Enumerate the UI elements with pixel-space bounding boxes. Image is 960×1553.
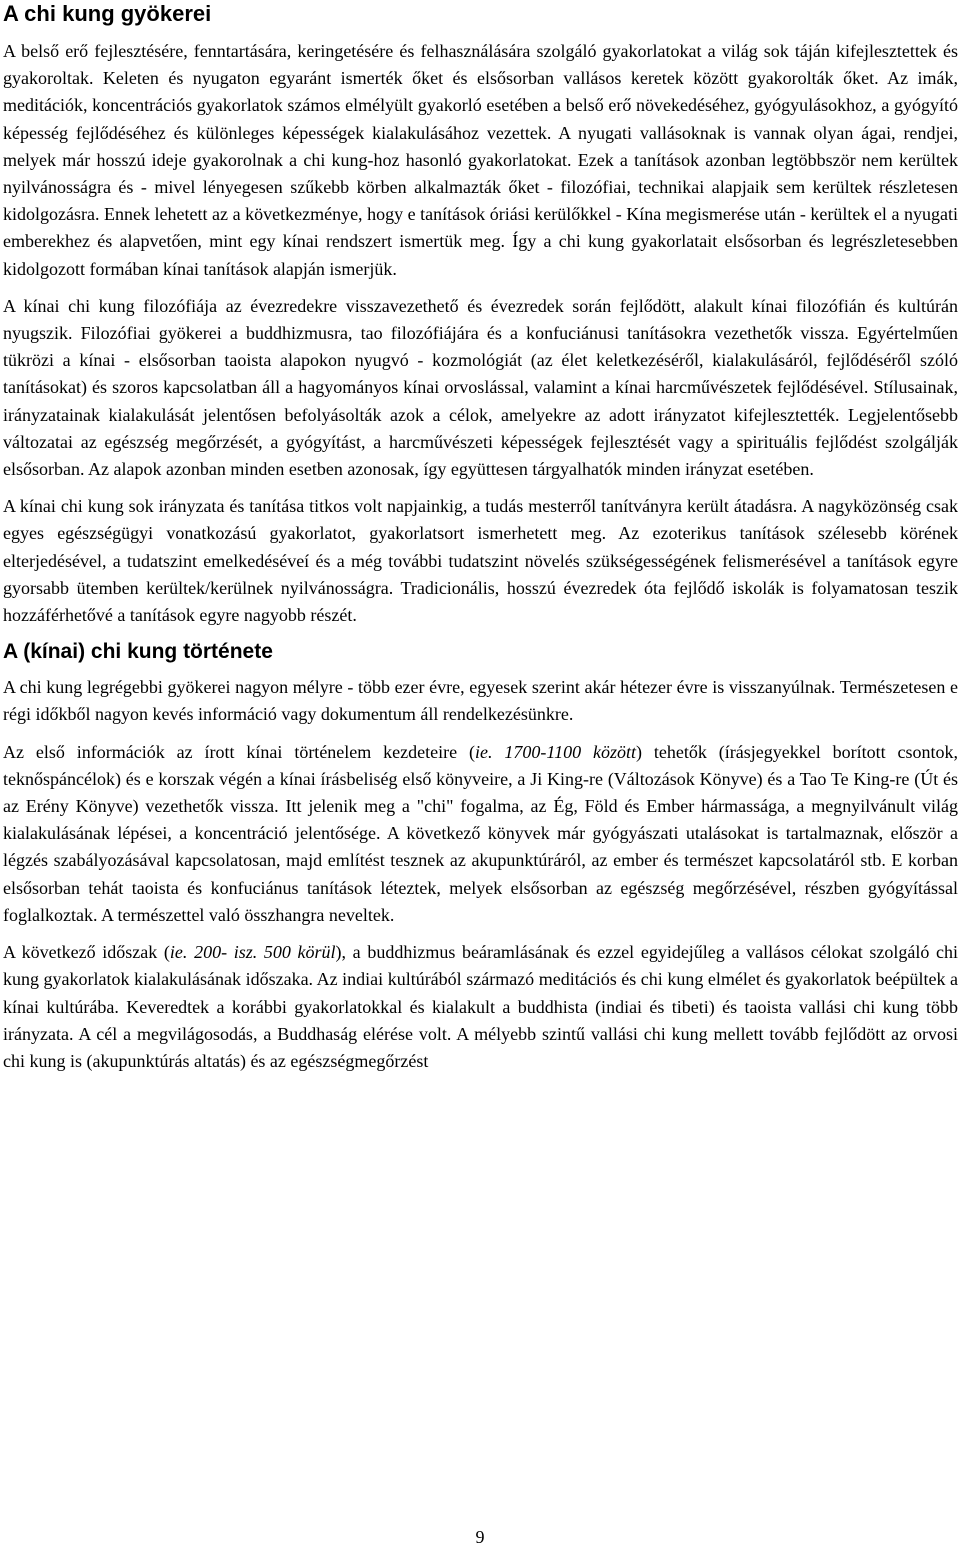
- section-heading-roots: A chi kung gyökerei: [3, 1, 212, 26]
- page-content: [3, 0, 958, 1085]
- section-heading-history: A (kínai) chi kung története: [3, 640, 273, 664]
- italic-date-range: ie. 1700-1100 között: [475, 741, 636, 762]
- text-run: ), a buddhizmus beáramlásának és ezzel egyidejűleg a vallásos célokat szolgáló chi kung gyakorlatok kialakulásának időszaka. Az indiai kultúrából származó meditációs és chi kung elmélet és gyakorlatok beépültek a kínai kultúrába. Keveredtek a korábbi gyakorlatokkal és kialakult a buddhista (indiai és tibeti) és taoista vallási chi kung több irányzata. A cél a megvilágosodás, a Buddhaság elérése volt. A mélyebb szintű vallási chi kung mellett tovább fejlődött az orvosi chi kung is (akupunktúrás altatás) és az egészségmegőrzést: [3, 942, 958, 1071]
- text-run: Az első információk az írott kínai történelem kezdeteire (: [3, 741, 476, 762]
- paragraph: [3, 939, 958, 1075]
- text-run: A következő időszak (: [3, 942, 170, 963]
- paragraph: A kínai chi kung filozófiája az évezredekre visszavezethető és évezredek során fejlődött, alakult kínai filozófián és kultúrán nyugszik. Filozófiai gyökerei a buddhizmusra, tao filozófiájára és a konfuciánusi tanításokra vezethetők vissza. Egyértelműen tükrözi a kínai - elsősorban taoista alapokon nyugvó - kozmológiát (az élet keletkezéséről, kialakulásáról, fejlődéséről szóló tanításokat) és szoros kapcsolatban áll a hagyományos kínai orvoslással, valamint a kínai harcművészetek fejlődésével. Stílusainak, irányzatainak kialakulását jelentősen befolyásolták azok a célok, amelyekre az adott irányzatot kifejlesztették. Legjelentősebb változatai az egészség megőrzését, a gyógyítást, a harcművészeti képességek fejlesztését vagy a spirituális fejlődést szolgálják elsősorban. Az alapok azonban minden esetben azonosak, így együttesen tárgyalhatók minden irányzat esetében.: [3, 295, 958, 480]
- text-run: ) tehetők (írásjegyekkel borított csontok, teknőspáncélok) és e korszak végén a kínai írásbeliség első könyveire, a Ji King-re (Változások Könyve) és a Tao Te King-re (Út és az Erény Könyve) vezethetők vissza. Itt jelenik meg a "chi" fogalma, az Ég, Föld és Ember hármassága, a megnyilvánult világ kialakulásának lépései, a koncentráció jelentősége. A következő könyvek már gyógyászati utalásokat is tartalmaznak, először a légzés szabályozásával kapcsolatosan, majd említést tesznek az akupunktúráról, az ember és természet kapcsolatáról stb. E korban elsősorban tehát taoista és konfuciánus tanítások léteztek, melyek elsősorban az egészség megőrzésével, részben gyógyítással foglalkoztak. A természettel való összhangra neveltek.: [3, 741, 959, 925]
- paragraph: A belső erő fejlesztésére, fenntartására, keringetésére és felhasználására szolgáló gyakorlatokat a világ sok táján kifejlesztettek és gyakoroltak. Keleten és nyugaton egyaránt ismerték őket és elsősorban vallásos keretek között gyakorolták őket. Az imák, meditációk, koncentrációs gyakorlatok számos elmélyült gyakorló esetében a belső erő növekedéséhez, gyógyulásokhoz, a gyógyító képesség fejlődéséhez és különleges képességek kialakulásához vezettek. A nyugati vallásoknak is vannak olyan ágai, rendjei, melyek már hosszú ideje gyakorolnak a chi kung-hoz hasonló gyakorlatokat. Ezek a tanítások azonban legtöbbször nem kerültek nyilvánosságra és - mivel lényegesen szűkebb körben alkalmazták őket - filozófiai, technikai alapjaik sem kerültek részletesen kidolgozásra. Ennek lehetett az a következménye, hogy e tanítások óriási kerülőkkel - Kína megismerése után - kerültek el a nyugati emberekhez és alapvetően, mint egy kínai rendszert ismertük meg. Így a chi kung gyakorlatait elsősorban és legrészletesebben kidolgozott formában kínai tanítások alapján ismerjük.: [3, 41, 958, 279]
- paragraph: A kínai chi kung sok irányzata és tanítása titkos volt napjainkig, a tudás mesterről tanítványra került átadásra. A nagyközönség csak egyes egészségügyi vonatkozású gyakorlatot, gyakorlatsort ismerhetett meg. Az ezoterikus tanítások szélesebb körének elterjedésével, a tudatszint emelkedéséveí és a még további tudatszint növelés szükségességének felismerésével a tanítások egyre gyorsabb ütemben kerültek/kerülnek nyilvánosságra. Tradicionális, hosszú évezredek óta fejlődő iskolák is folyamatosan teszik hozzáférhetővé a tanítások egyre nagyobb részét.: [3, 496, 958, 626]
- page-number: 9: [475, 1527, 485, 1547]
- paragraph: [3, 739, 958, 929]
- italic-date-range: ie. 200- isz. 500 körül: [169, 942, 336, 963]
- paragraph: A chi kung legrégebbi gyökerei nagyon mélyre - több ezer évre, egyesek szerint akár hétezer évre is visszanyúlnak. Természetesen e régi időkből nagyon kevés információ vagy dokumentum áll rendelkezésünkre.: [3, 677, 958, 725]
